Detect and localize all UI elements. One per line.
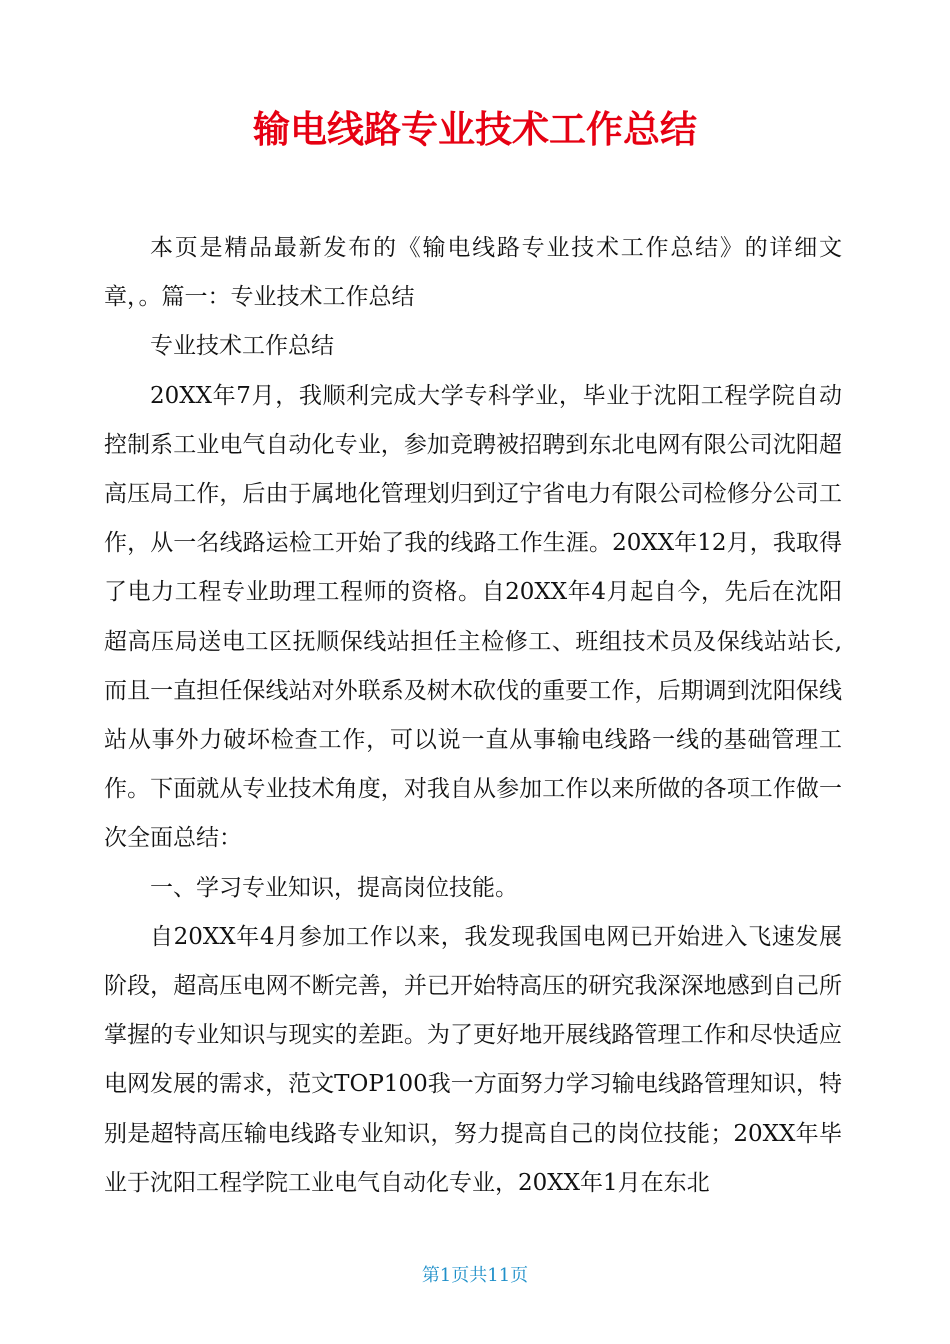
paragraph-intro: 本页是精品最新发布的《输电线路专业技术工作总结》的详细文章，。篇一：专业技术工作总结 — [104, 235, 842, 311]
paragraph-career-summary: 20XX年7月，我顺利完成大学专科学业，毕业于沈阳工程学院自动控制系工业电气自动化专业，参加竞聘被招聘到东北电网有限公司沈阳超高压局工作，后由于属地化管理划归到辽宁省电力有限公司检修分公司工作，从一名线路运检工开始了我的线路工作生涯。20XX年12月，我取得了电力工程专业助理工程师的资格。自20XX年4月起自今，先后在沈阳超高压局送电工区抚顺保线站担任主检修工、班组技术员及保线站站长,而且一直担任保线站对外联系及树木砍伐的重要工作，后期调到沈阳保线站从事外力破坏检查工作，可以说一直从事输电线路一线的基础管理工作。下面就从专业技术角度，对我自从参加工作以来所做的各项工作做一次全面总结： — [104, 382, 842, 852]
paragraph-subtitle: 专业技术工作总结 — [150, 333, 334, 360]
paragraph-section-heading: 一、学习专业知识，提高岗位技能。 — [150, 874, 518, 901]
document-title: 输电线路专业技术工作总结 — [253, 108, 697, 151]
document-body — [104, 224, 842, 1208]
paragraph-study-knowledge: 自20XX年4月参加工作以来，我发现我国电网已开始进入飞速发展阶段，超高压电网不断完善，并已开始特高压的研究我深深地感到自己所掌握的专业知识与现实的差距。为了更好地开展线路管理工作和尽快适应电网发展的需求，范文TOP100我一方面努力学习输电线路管理知识，特别是超特高压输电线路专业知识，努力提高自己的岗位技能；20XX年毕业于沈阳工程学院工业电气自动化专业，20XX年1月在东北 — [104, 923, 842, 1196]
page-number-footer — [0, 1262, 950, 1290]
page-number-label: 第1页共11页 — [421, 1265, 529, 1286]
